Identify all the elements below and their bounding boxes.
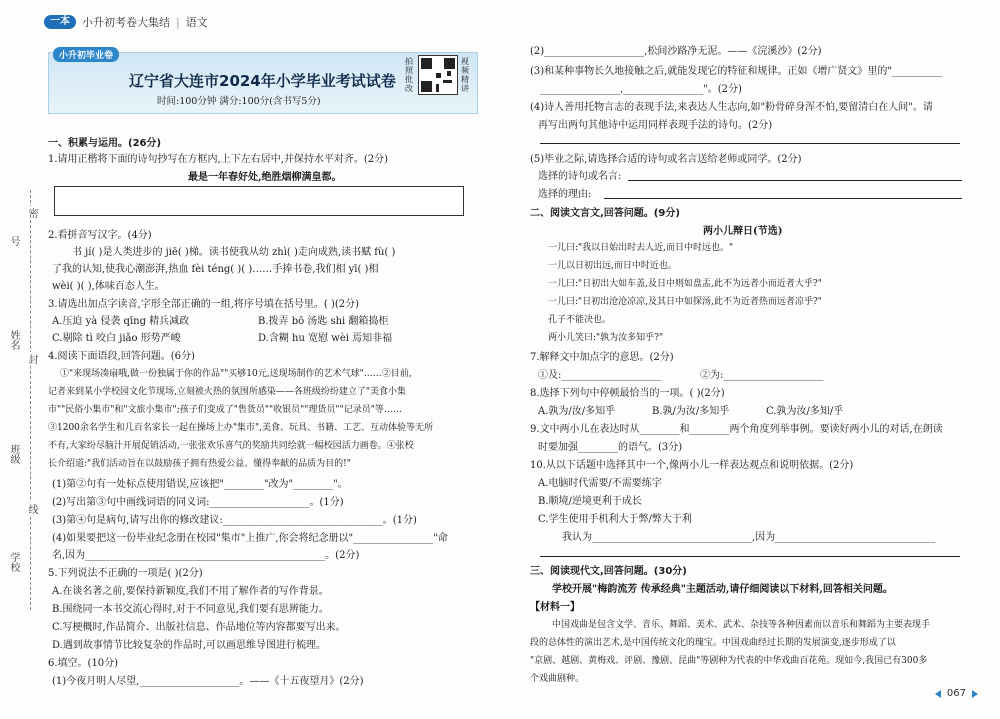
seal-line (30, 190, 31, 610)
question-6-5-reason-label: 选择的理由: (538, 189, 592, 200)
material-1-line-3: "京剧、越剧、黄梅戏、评剧、豫剧、昆曲"等剧种为代表的中华戏曲百花苑。现如今,我国已有300多 (530, 656, 928, 666)
question-3-option-c: C.剔除 tì 咬白 jiǎo 形势严峻 (52, 333, 181, 344)
question-8: 8.选择下列句中停顿最恰当的一项。( )(2分) (530, 388, 725, 399)
classical-line-3: 一儿曰:"日初出大如车盖,及日中则如盘盂,此不为远者小而近者大乎?" (548, 279, 822, 289)
question-4-passage-5: 不有,大家纷尽脑汁开展促销活动,一张张欢乐喜气的奖励共同绘就一幅校园活力画卷。④张校 (48, 441, 414, 451)
binding-name-label: 姓名 (8, 330, 19, 350)
subject-name: 语文 (185, 16, 208, 29)
question-7-a: ①及:____________________ (538, 370, 662, 381)
question-3-option-b: B.拨弄 bō 汤匙 shi 翻箱捣柜 (258, 316, 389, 327)
binding-class-label: 班级 (8, 444, 19, 464)
banner-tag: 小升初毕业卷 (53, 47, 119, 62)
question-3-option-d: D.含糊 hu 宽慰 wèi 焉知非福 (258, 333, 393, 344)
section-1-heading: 一、积累与运用。(26分) (48, 138, 162, 149)
question-5-option-c: C.写梗概时,作品简介、出版社信息、作品地位等内容都要写出来。 (52, 622, 346, 633)
question-4-passage-6: 长介绍道:"我们活动旨在以鼓励孩子拥有热爱公益、懂得奉献的品质为目的!" (48, 459, 351, 469)
binding-mark-xian: 线 (26, 504, 37, 514)
qr-right-label: 视频精讲 (461, 57, 469, 93)
question-4-passage-1: ①"来现场凑扇哦,做一份独属于你的作品""买够10元,送现场制作的艺术气球"……②目前, (60, 369, 412, 379)
question-6-4: (4)诗人善用托物言志的表现手法,来表达人生志向,如"粉骨碎身浑不怕,要留清白在人间"。请 (530, 102, 933, 113)
question-4-passage-3: 市""民俗小集市"和"文旅小集市";孩子们变成了"售货员""收银员""理货员""记录员"等…… (48, 405, 402, 415)
copy-writing-box[interactable] (54, 186, 464, 216)
binding-id-label: 号 (8, 236, 19, 246)
question-7-b: ②为:____________________ (700, 370, 824, 381)
classical-line-6: 两小儿笑曰:"孰为汝多知乎?" (548, 333, 664, 343)
question-10-option-c: C.学生使用手机利大于弊/弊大于利 (538, 514, 692, 525)
section-3-heading: 三、阅读现代文,回答问题。(30分) (530, 566, 687, 577)
question-2-line-3: wèi( )( ),体味百态人生。 (52, 281, 165, 292)
question-8-option-a: A.孰为/汝/多知乎 (538, 406, 616, 417)
question-1-poem: 最是一年春好处,绝胜烟柳满皇都。 (188, 172, 342, 183)
qr-block (405, 55, 471, 95)
question-6-2: (2)____________________,松间沙路净无泥。——《浣溪沙》(2分) (530, 46, 822, 57)
question-1: 1.请用正楷将下面的诗句抄写在方框内,上下左右居中,并保持水平对齐。(2分) (48, 154, 389, 165)
question-2-line-1: 书 jí( )是人类进步的 jiē( )梯。读书使我从幼 zhì( )走向成熟,读书赋 fù( ) (72, 247, 396, 258)
answer-line-6-4[interactable] (540, 143, 960, 144)
question-5: 5.下列说法不正确的一项是( )(2分) (48, 568, 203, 579)
question-6-3-cont: ________________,________________"。(2分) (540, 84, 742, 95)
question-4-passage-4: ③1200余名学生和几百名家长一起在操场上办"集市",美食、玩具、书籍、工艺、互动体验等无所 (48, 423, 434, 433)
header-separator: | (176, 15, 180, 29)
title-banner (48, 52, 478, 114)
question-7: 7.解释文中加点字的意思。(2分) (530, 352, 674, 363)
qr-left-label: 拍照批改 (405, 57, 413, 93)
question-3-option-a: A.压迫 yà 侵袭 qīng 精兵减政 (52, 316, 190, 327)
section-2-heading: 二、阅读文言文,回答问题。(9分) (530, 208, 680, 219)
question-4-4-cont: 名,因为________________________________________________。(2分) (52, 550, 360, 561)
classical-line-2: 一儿以日初出远,而日中时近也。 (548, 261, 677, 271)
question-8-option-c: C.孰为汝/多知/乎 (766, 406, 844, 417)
question-6-4-cont: 再写出两句其他诗中运用同样表现手法的诗句。(2分) (538, 120, 773, 131)
classical-line-1: 一儿曰:"我以日始出时去人近,而日中时远也。" (548, 243, 734, 253)
binding-margin (0, 0, 40, 719)
question-9-cont: 时要加强________的语气。(3分) (538, 442, 683, 453)
material-1-line-2: 段的总体性的演出艺术,是中国传统文化的瑰宝。中国戏曲经过长期的发展演变,逐步形成了以 (530, 638, 896, 648)
question-5-option-b: B.围绕同一本书交流心得时,对于不同意见,我们要有思辨能力。 (52, 604, 329, 615)
page-header (44, 14, 208, 30)
question-6-5: (5)毕业之际,请选择合适的诗句或名言送给老师或同学。(2分) (530, 154, 802, 165)
classical-text-title: 两小儿辩日(节选) (703, 226, 783, 237)
question-6: 6.填空。(10分) (48, 658, 119, 669)
question-8-option-b: B.孰/为汝/多知乎 (652, 406, 730, 417)
series-name: 小升初考卷大集结 (82, 16, 170, 29)
binding-mark-mi: 密 (26, 208, 37, 218)
question-4-1: (1)第②句有一处标点使用错误,应该把"________"改为"________"。 (52, 479, 348, 490)
binding-school-label: 学校 (8, 552, 19, 572)
next-page-icon[interactable] (972, 690, 978, 698)
exam-title: 辽宁省大连市2024年小学毕业考试试卷 (129, 72, 396, 90)
question-4-4: (4)如果要把这一份毕业纪念册在校园"集市"上推广,你会将纪念册以"________________"命 (52, 533, 448, 544)
question-10: 10.从以下话题中选择其中一个,像两小儿一样表达观点和说明依据。(2分) (530, 460, 854, 471)
material-1-line-4: 个戏曲剧种。 (530, 674, 585, 684)
question-4-2: (2)写出第③句中画线词语的同义词:____________________。(1分) (52, 497, 344, 508)
answer-line-reason[interactable] (604, 198, 962, 199)
question-4-3: (3)第④句是病句,请写出你的修改建议:________________________________。(1分) (52, 515, 417, 526)
question-10-answer: 我认为________________________________,因为________________________________ (562, 532, 936, 543)
answer-line-quote[interactable] (628, 180, 962, 181)
question-4-passage-2: 记者来到某小学校园文化节现场,立刻被火热的氛围所感染——各班级纷纷建立了"美食小集 (48, 387, 407, 397)
material-1-label: 【材料一】 (530, 602, 580, 613)
page-footer (935, 688, 978, 699)
question-9: 9.文中两小儿在表达时从________和________两个角度列举事例。要读好两小儿的对话,在朗读 (530, 424, 943, 435)
question-6-3: (3)和某种事物长久地接触之后,就能发现它的特征和规律。正如《增广贤文》里的"__________ (530, 66, 942, 77)
question-6-5-quote-label: 选择的诗句或名言: (538, 171, 622, 182)
page-number: 067 (946, 688, 966, 699)
qr-code-icon[interactable] (418, 55, 458, 95)
question-5-option-d: D.遇到故事情节比较复杂的作品时,可以画思维导图进行梳理。 (52, 640, 327, 651)
question-6-1: (1)今夜月明人尽望,____________________。——《十五夜望月》(2分) (52, 676, 364, 687)
exam-subtitle: 时间:100分钟 满分:100分(含书写5分) (157, 96, 321, 107)
prev-page-icon[interactable] (935, 690, 941, 698)
series-logo: 一本 (44, 15, 76, 29)
question-3: 3.请选出加点字读音,字形全部正确的一组,将序号填在括号里。( )(2分) (48, 299, 360, 310)
question-4: 4.阅读下面语段,回答问题。(6分) (48, 351, 195, 362)
classical-line-5: 孔子不能决也。 (548, 315, 612, 325)
question-10-option-b: B.顺境/逆境更利于成长 (538, 496, 642, 507)
material-1-line-1: 中国戏曲是包含文学、音乐、舞蹈、美术、武术、杂技等各种因素而以音乐和舞蹈为主要表现手 (552, 620, 931, 630)
question-5-option-a: A.在谈名著之前,要保持新颖度,我们不用了解作者的写作背景。 (52, 586, 329, 597)
question-2-line-2: 了我的认知,使我心潮澎湃,热血 fèi téng( )( )……手捧书卷,我们相 yī( )相 (52, 264, 379, 275)
question-10-option-a: A.电脑时代需要/不需要练字 (538, 478, 662, 489)
section-3-intro: 学校开展"梅韵流芳 传承经典"主题活动,请仔细阅读以下材料,回答相关问题。 (552, 584, 893, 595)
classical-line-4: 一儿曰:"日初出沧沧凉凉,及其日中如探汤,此不为近者热而远者凉乎?" (548, 297, 822, 307)
answer-line-10[interactable] (540, 556, 960, 557)
question-2: 2.看拼音写汉字。(4分) (48, 230, 152, 241)
binding-mark-feng: 封 (26, 354, 37, 364)
